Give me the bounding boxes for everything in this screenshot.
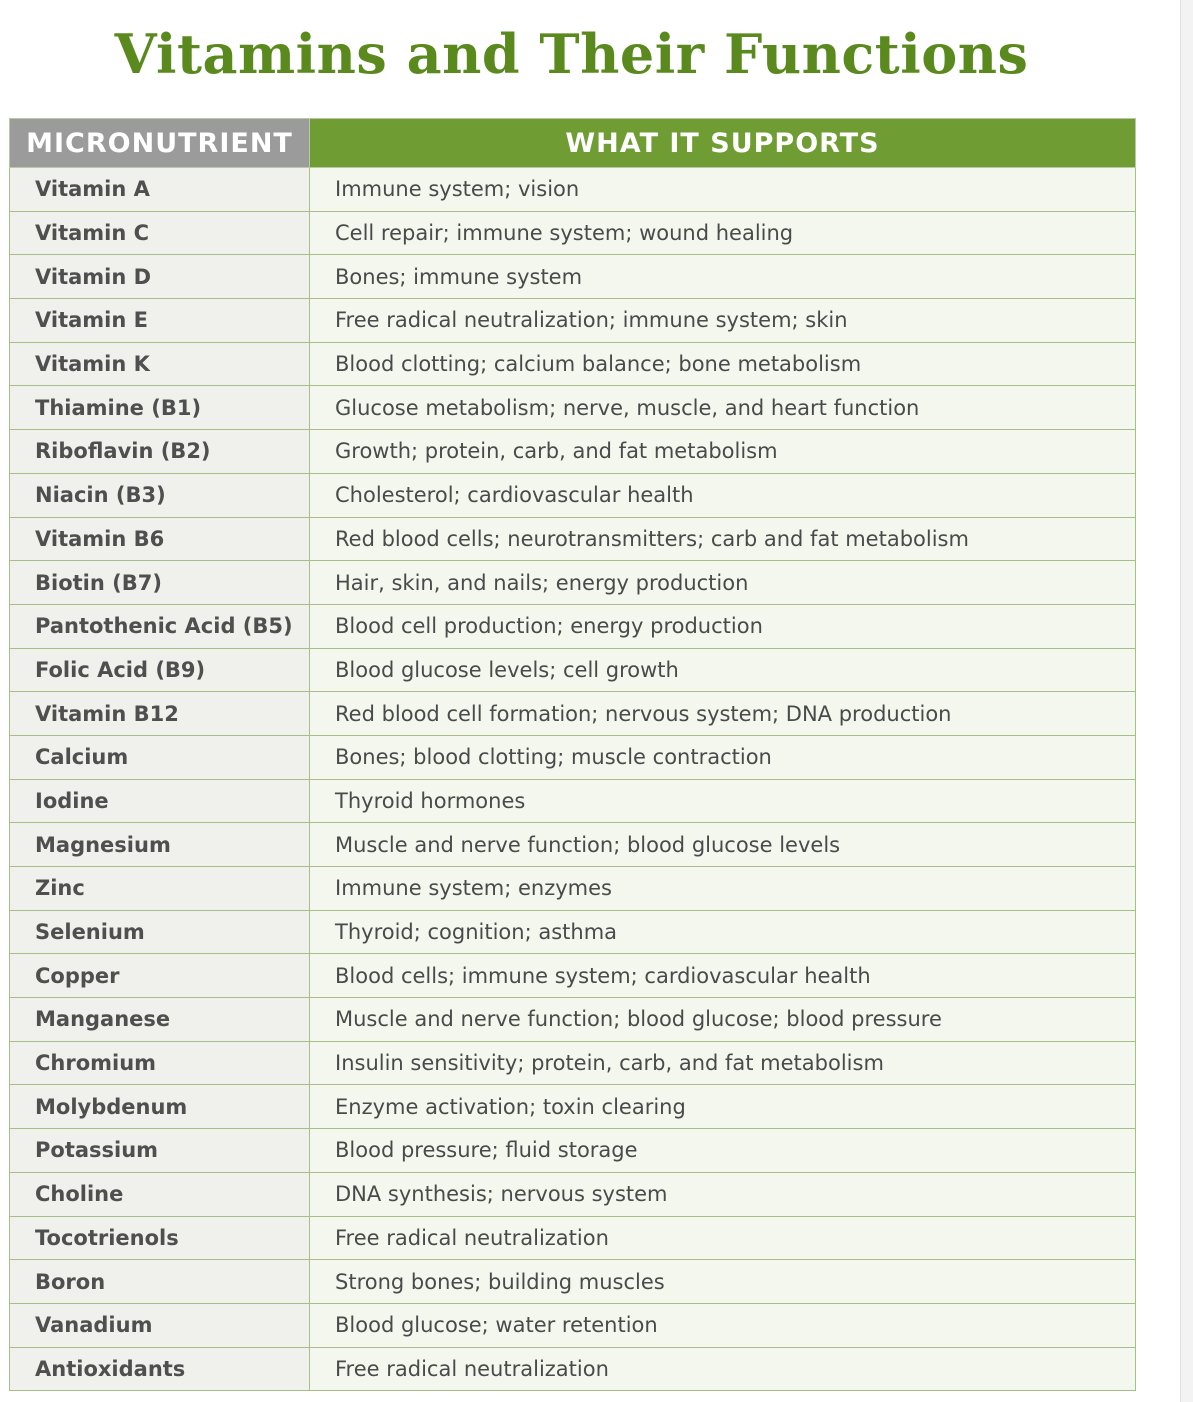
vitamins-table bbox=[9, 118, 1136, 1391]
table-row bbox=[10, 954, 1136, 998]
supports-cell: Blood glucose; water retention bbox=[310, 1303, 1136, 1347]
micronutrient-cell: Folic Acid (B9) bbox=[10, 648, 310, 692]
supports-cell: Bones; blood clotting; muscle contraction bbox=[310, 735, 1136, 779]
supports-cell: Cell repair; immune system; wound healing bbox=[310, 211, 1136, 255]
supports-cell: Blood glucose levels; cell growth bbox=[310, 648, 1136, 692]
supports-cell: Strong bones; building muscles bbox=[310, 1260, 1136, 1304]
table-row bbox=[10, 823, 1136, 867]
supports-cell: Bones; immune system bbox=[310, 255, 1136, 299]
micronutrient-cell: Iodine bbox=[10, 779, 310, 823]
micronutrient-cell: Thiamine (B1) bbox=[10, 386, 310, 430]
table-row bbox=[10, 342, 1136, 386]
micronutrient-cell: Riboflavin (B2) bbox=[10, 430, 310, 474]
supports-cell: Hair, skin, and nails; energy production bbox=[310, 561, 1136, 605]
table-row bbox=[10, 1172, 1136, 1216]
micronutrient-cell: Vitamin C bbox=[10, 211, 310, 255]
supports-cell: Enzyme activation; toxin clearing bbox=[310, 1085, 1136, 1129]
micronutrient-cell: Vitamin B12 bbox=[10, 692, 310, 736]
micronutrient-cell: Calcium bbox=[10, 735, 310, 779]
supports-cell: Red blood cells; neurotransmitters; carb and fat metabolism bbox=[310, 517, 1136, 561]
table-row bbox=[10, 1216, 1136, 1260]
supports-cell: Blood cell production; energy production bbox=[310, 604, 1136, 648]
table-header bbox=[10, 119, 1136, 168]
table-row bbox=[10, 517, 1136, 561]
table-row bbox=[10, 1347, 1136, 1391]
table-row bbox=[10, 692, 1136, 736]
table-row bbox=[10, 604, 1136, 648]
table-row bbox=[10, 910, 1136, 954]
micronutrient-cell: Manganese bbox=[10, 998, 310, 1042]
micronutrient-cell: Chromium bbox=[10, 1041, 310, 1085]
supports-cell: Immune system; enzymes bbox=[310, 867, 1136, 911]
supports-cell: Muscle and nerve function; blood glucose; blood pressure bbox=[310, 998, 1136, 1042]
supports-cell: Cholesterol; cardiovascular health bbox=[310, 473, 1136, 517]
micronutrient-cell: Zinc bbox=[10, 867, 310, 911]
table-row bbox=[10, 998, 1136, 1042]
header-row bbox=[10, 119, 1136, 168]
supports-cell: Muscle and nerve function; blood glucose levels bbox=[310, 823, 1136, 867]
micronutrient-cell: Choline bbox=[10, 1172, 310, 1216]
micronutrient-cell: Tocotrienols bbox=[10, 1216, 310, 1260]
supports-cell: Growth; protein, carb, and fat metabolism bbox=[310, 430, 1136, 474]
micronutrient-cell: Vitamin B6 bbox=[10, 517, 310, 561]
table-row bbox=[10, 430, 1136, 474]
micronutrient-cell: Selenium bbox=[10, 910, 310, 954]
supports-cell: Insulin sensitivity; protein, carb, and fat metabolism bbox=[310, 1041, 1136, 1085]
supports-cell: Free radical neutralization bbox=[310, 1216, 1136, 1260]
table-row bbox=[10, 473, 1136, 517]
table-row bbox=[10, 735, 1136, 779]
supports-cell: Immune system; vision bbox=[310, 168, 1136, 212]
micronutrient-cell: Molybdenum bbox=[10, 1085, 310, 1129]
header-micronutrient: MICRONUTRIENT bbox=[10, 119, 310, 168]
header-what-it-supports: WHAT IT SUPPORTS bbox=[310, 119, 1136, 168]
supports-cell: Glucose metabolism; nerve, muscle, and heart function bbox=[310, 386, 1136, 430]
table-row bbox=[10, 299, 1136, 343]
supports-cell: Blood cells; immune system; cardiovascular health bbox=[310, 954, 1136, 998]
micronutrient-cell: Vanadium bbox=[10, 1303, 310, 1347]
table-row bbox=[10, 1085, 1136, 1129]
micronutrient-cell: Boron bbox=[10, 1260, 310, 1304]
supports-cell: Blood clotting; calcium balance; bone metabolism bbox=[310, 342, 1136, 386]
supports-cell: Thyroid hormones bbox=[310, 779, 1136, 823]
table-row bbox=[10, 255, 1136, 299]
page-title: Vitamins and Their Functions bbox=[114, 22, 1029, 86]
table-row bbox=[10, 1129, 1136, 1173]
micronutrient-cell: Biotin (B7) bbox=[10, 561, 310, 605]
table-row bbox=[10, 867, 1136, 911]
micronutrient-cell: Niacin (B3) bbox=[10, 473, 310, 517]
page-edge bbox=[1180, 0, 1193, 1402]
supports-cell: Free radical neutralization; immune system; skin bbox=[310, 299, 1136, 343]
table-row bbox=[10, 211, 1136, 255]
micronutrient-cell: Antioxidants bbox=[10, 1347, 310, 1391]
micronutrient-cell: Vitamin K bbox=[10, 342, 310, 386]
supports-cell: Free radical neutralization bbox=[310, 1347, 1136, 1391]
micronutrient-cell: Vitamin E bbox=[10, 299, 310, 343]
micronutrient-cell: Pantothenic Acid (B5) bbox=[10, 604, 310, 648]
table-row bbox=[10, 648, 1136, 692]
table-row bbox=[10, 1041, 1136, 1085]
supports-cell: Red blood cell formation; nervous system; DNA production bbox=[310, 692, 1136, 736]
micronutrient-cell: Vitamin A bbox=[10, 168, 310, 212]
micronutrient-cell: Copper bbox=[10, 954, 310, 998]
supports-cell: DNA synthesis; nervous system bbox=[310, 1172, 1136, 1216]
table-row bbox=[10, 1303, 1136, 1347]
table-row bbox=[10, 1260, 1136, 1304]
micronutrient-cell: Potassium bbox=[10, 1129, 310, 1173]
micronutrient-cell: Magnesium bbox=[10, 823, 310, 867]
supports-cell: Blood pressure; fluid storage bbox=[310, 1129, 1136, 1173]
table-row bbox=[10, 779, 1136, 823]
table-row bbox=[10, 561, 1136, 605]
table-row bbox=[10, 168, 1136, 212]
supports-cell: Thyroid; cognition; asthma bbox=[310, 910, 1136, 954]
table-body bbox=[10, 168, 1136, 1391]
micronutrient-cell: Vitamin D bbox=[10, 255, 310, 299]
table-row bbox=[10, 386, 1136, 430]
